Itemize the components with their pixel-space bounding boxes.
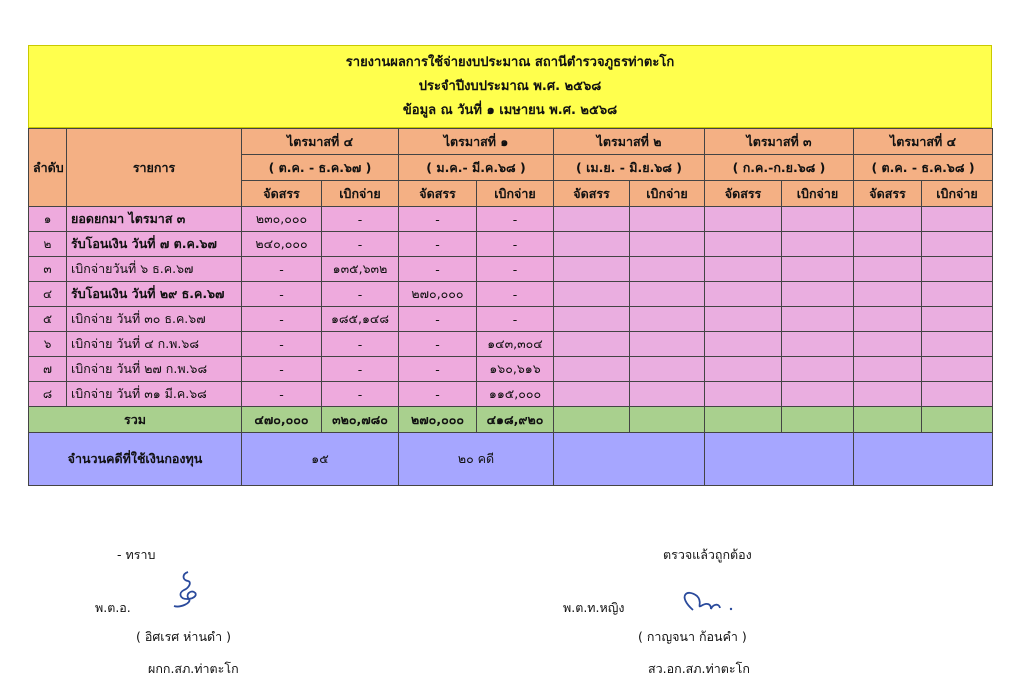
col-header-item: รายการ — [67, 129, 242, 207]
row-q1-allot: - — [399, 357, 477, 382]
fund-q4-68 — [854, 433, 993, 486]
empty-cell — [705, 382, 782, 407]
empty-cell — [782, 207, 854, 232]
row-q1-allot: ๒๗๐,๐๐๐ — [399, 282, 477, 307]
row-item: เบิกจ่าย วันที่ ๒๗ ก.พ.๖๘ — [67, 357, 242, 382]
fund-q3 — [705, 433, 854, 486]
empty-cell — [922, 357, 993, 382]
col-header-spend: เบิกจ่าย — [630, 181, 705, 207]
empty-cell — [630, 257, 705, 282]
budget-table — [28, 128, 993, 486]
table-row — [29, 282, 993, 307]
total-q1-spend: ๔๑๘,๙๒๐ — [477, 407, 554, 433]
table-body — [29, 207, 993, 407]
total-q1-allot: ๒๗๐,๐๐๐ — [399, 407, 477, 433]
row-no: ๑ — [29, 207, 67, 232]
empty-cell — [854, 382, 922, 407]
total-cell — [922, 407, 993, 433]
row-no: ๔ — [29, 282, 67, 307]
fund-q2 — [554, 433, 705, 486]
right-signature — [673, 586, 739, 620]
data-date: ข้อมูล ณ วันที่ ๑ เมษายน พ.ศ. ๒๕๖๘ — [402, 102, 618, 118]
row-q1-spend: ๑๑๕,๐๐๐ — [477, 382, 554, 407]
table-row — [29, 257, 993, 282]
row-q4-spend: - — [322, 282, 399, 307]
row-q1-spend: ๑๖๐,๖๑๖ — [477, 357, 554, 382]
empty-cell — [554, 357, 630, 382]
row-q4-allot: - — [242, 382, 322, 407]
row-q4-spend: - — [322, 357, 399, 382]
total-cell — [630, 407, 705, 433]
total-cell — [554, 407, 630, 433]
fund-label: จำนวนคดีที่ใช้เงินกองทุน — [29, 433, 242, 486]
fund-q1: ๒๐ คดี — [399, 433, 554, 486]
row-item: รับโอนเงิน วันที่ ๒๙ ธ.ค.๖๗ — [67, 282, 242, 307]
fund-q4: ๑๕ — [242, 433, 399, 486]
empty-cell — [854, 307, 922, 332]
table-row — [29, 357, 993, 382]
row-q1-spend: - — [477, 282, 554, 307]
empty-cell — [854, 207, 922, 232]
empty-cell — [854, 332, 922, 357]
row-no: ๕ — [29, 307, 67, 332]
left-position: ผกก.สภ.ท่าตะโก — [148, 661, 239, 676]
empty-cell — [554, 282, 630, 307]
empty-cell — [554, 332, 630, 357]
table-row — [29, 207, 993, 232]
row-q1-allot: - — [399, 257, 477, 282]
empty-cell — [630, 282, 705, 307]
row-q1-spend: - — [477, 257, 554, 282]
fiscal-year: ประจำปีงบประมาณ พ.ศ. ๒๕๖๘ — [418, 78, 602, 94]
row-q1-allot: - — [399, 332, 477, 357]
empty-cell — [554, 307, 630, 332]
left-signature — [168, 568, 208, 614]
row-item: เบิกจ่ายวันที่ ๖ ธ.ค.๖๗ — [67, 257, 242, 282]
row-q4-spend: - — [322, 382, 399, 407]
empty-cell — [782, 257, 854, 282]
empty-cell — [854, 257, 922, 282]
empty-cell — [922, 332, 993, 357]
empty-cell — [705, 207, 782, 232]
empty-cell — [630, 207, 705, 232]
col-header-allot: จัดสรร — [242, 181, 322, 207]
quarter-name: ไตรมาสที่ ๓ — [705, 129, 854, 155]
row-q4-allot: - — [242, 357, 322, 382]
empty-cell — [782, 357, 854, 382]
table-row — [29, 307, 993, 332]
empty-cell — [854, 282, 922, 307]
empty-cell — [705, 232, 782, 257]
empty-cell — [782, 232, 854, 257]
row-no: ๓ — [29, 257, 67, 282]
empty-cell — [922, 382, 993, 407]
row-q1-spend: - — [477, 307, 554, 332]
quarter-period: ( ต.ค. - ธ.ค.๖๘ ) — [854, 155, 993, 181]
col-header-spend: เบิกจ่าย — [782, 181, 854, 207]
col-header-allot: จัดสรร — [554, 181, 630, 207]
empty-cell — [705, 282, 782, 307]
empty-cell — [630, 332, 705, 357]
row-q4-spend: - — [322, 207, 399, 232]
empty-cell — [782, 382, 854, 407]
row-q4-spend: ๑๘๕,๑๔๘ — [322, 307, 399, 332]
row-no: ๖ — [29, 332, 67, 357]
total-row — [29, 407, 993, 433]
quarter-period: ( ก.ค.-ก.ย.๖๘ ) — [705, 155, 854, 181]
empty-cell — [630, 307, 705, 332]
row-q1-allot: - — [399, 232, 477, 257]
empty-cell — [705, 307, 782, 332]
budget-report — [28, 45, 992, 486]
col-header-spend: เบิกจ่าย — [922, 181, 993, 207]
row-q1-spend: - — [477, 232, 554, 257]
right-note: ตรวจแล้วถูกต้อง — [663, 547, 752, 562]
col-header-spend: เบิกจ่าย — [477, 181, 554, 207]
row-q1-spend: ๑๔๓,๓๐๔ — [477, 332, 554, 357]
row-no: ๘ — [29, 382, 67, 407]
quarter-period: ( ต.ค. - ธ.ค.๖๗ ) — [242, 155, 399, 181]
empty-cell — [630, 382, 705, 407]
empty-cell — [782, 307, 854, 332]
row-item: รับโอนเงิน วันที่ ๗ ต.ค.๖๗ — [67, 232, 242, 257]
col-header-no: ลำดับ — [29, 129, 67, 207]
row-q1-allot: - — [399, 307, 477, 332]
quarter-period: ( ม.ค.- มี.ค.๖๘ ) — [399, 155, 554, 181]
row-no: ๒ — [29, 232, 67, 257]
left-rank: พ.ต.อ. — [95, 600, 131, 615]
row-q4-allot: ๒๔๐,๐๐๐ — [242, 232, 322, 257]
empty-cell — [922, 232, 993, 257]
empty-cell — [922, 282, 993, 307]
empty-cell — [922, 207, 993, 232]
empty-cell — [782, 282, 854, 307]
row-item: ยอดยกมา ไตรมาส ๓ — [67, 207, 242, 232]
empty-cell — [705, 357, 782, 382]
col-header-allot: จัดสรร — [854, 181, 922, 207]
row-item: เบิกจ่าย วันที่ ๓๑ มี.ค.๖๘ — [67, 382, 242, 407]
table-row — [29, 382, 993, 407]
row-q4-spend: ๑๓๕,๖๓๒ — [322, 257, 399, 282]
col-header-spend: เบิกจ่าย — [322, 181, 399, 207]
report-title-band — [28, 45, 992, 128]
row-q4-allot: ๒๓๐,๐๐๐ — [242, 207, 322, 232]
empty-cell — [554, 232, 630, 257]
empty-cell — [705, 257, 782, 282]
empty-cell — [705, 332, 782, 357]
empty-cell — [922, 307, 993, 332]
col-header-allot: จัดสรร — [705, 181, 782, 207]
row-item: เบิกจ่าย วันที่ ๓๐ ธ.ค.๖๗ — [67, 307, 242, 332]
quarter-name: ไตรมาสที่ ๔ — [242, 129, 399, 155]
row-q4-spend: - — [322, 332, 399, 357]
left-name: ( อิศเรศ ห่านดำ ) — [136, 629, 231, 644]
total-q4-spend: ๓๒๐,๗๘๐ — [322, 407, 399, 433]
right-rank: พ.ต.ท.หญิง — [563, 600, 625, 615]
row-q4-spend: - — [322, 232, 399, 257]
row-q4-allot: - — [242, 332, 322, 357]
empty-cell — [854, 232, 922, 257]
row-q4-allot: - — [242, 282, 322, 307]
table-row — [29, 332, 993, 357]
empty-cell — [554, 207, 630, 232]
total-cell — [705, 407, 782, 433]
total-q4-allot: ๔๗๐,๐๐๐ — [242, 407, 322, 433]
quarter-period: ( เม.ย. - มิ.ย.๖๘ ) — [554, 155, 705, 181]
right-position: สว.อก.สภ.ท่าตะโก — [648, 661, 750, 676]
fund-row — [29, 433, 993, 486]
total-label: รวม — [29, 407, 242, 433]
empty-cell — [554, 382, 630, 407]
col-header-allot: จัดสรร — [399, 181, 477, 207]
empty-cell — [630, 357, 705, 382]
empty-cell — [630, 232, 705, 257]
quarter-name: ไตรมาสที่ ๔ — [854, 129, 993, 155]
row-no: ๗ — [29, 357, 67, 382]
row-item: เบิกจ่าย วันที่ ๔ ก.พ.๖๘ — [67, 332, 242, 357]
report-title: รายงานผลการใช้จ่ายงบประมาณ สถานีตำรวจภูธรท่าตะโก — [345, 54, 675, 70]
row-q1-allot: - — [399, 207, 477, 232]
quarter-name: ไตรมาสที่ ๒ — [554, 129, 705, 155]
row-q1-spend: - — [477, 207, 554, 232]
empty-cell — [854, 357, 922, 382]
empty-cell — [554, 257, 630, 282]
total-cell — [782, 407, 854, 433]
row-q4-allot: - — [242, 307, 322, 332]
quarter-name: ไตรมาสที่ ๑ — [399, 129, 554, 155]
total-cell — [854, 407, 922, 433]
left-note: - ทราบ — [117, 547, 156, 562]
table-row — [29, 232, 993, 257]
row-q1-allot: - — [399, 382, 477, 407]
right-name: ( กาญจนา ก้อนคำ ) — [638, 629, 747, 644]
empty-cell — [922, 257, 993, 282]
row-q4-allot: - — [242, 257, 322, 282]
empty-cell — [782, 332, 854, 357]
